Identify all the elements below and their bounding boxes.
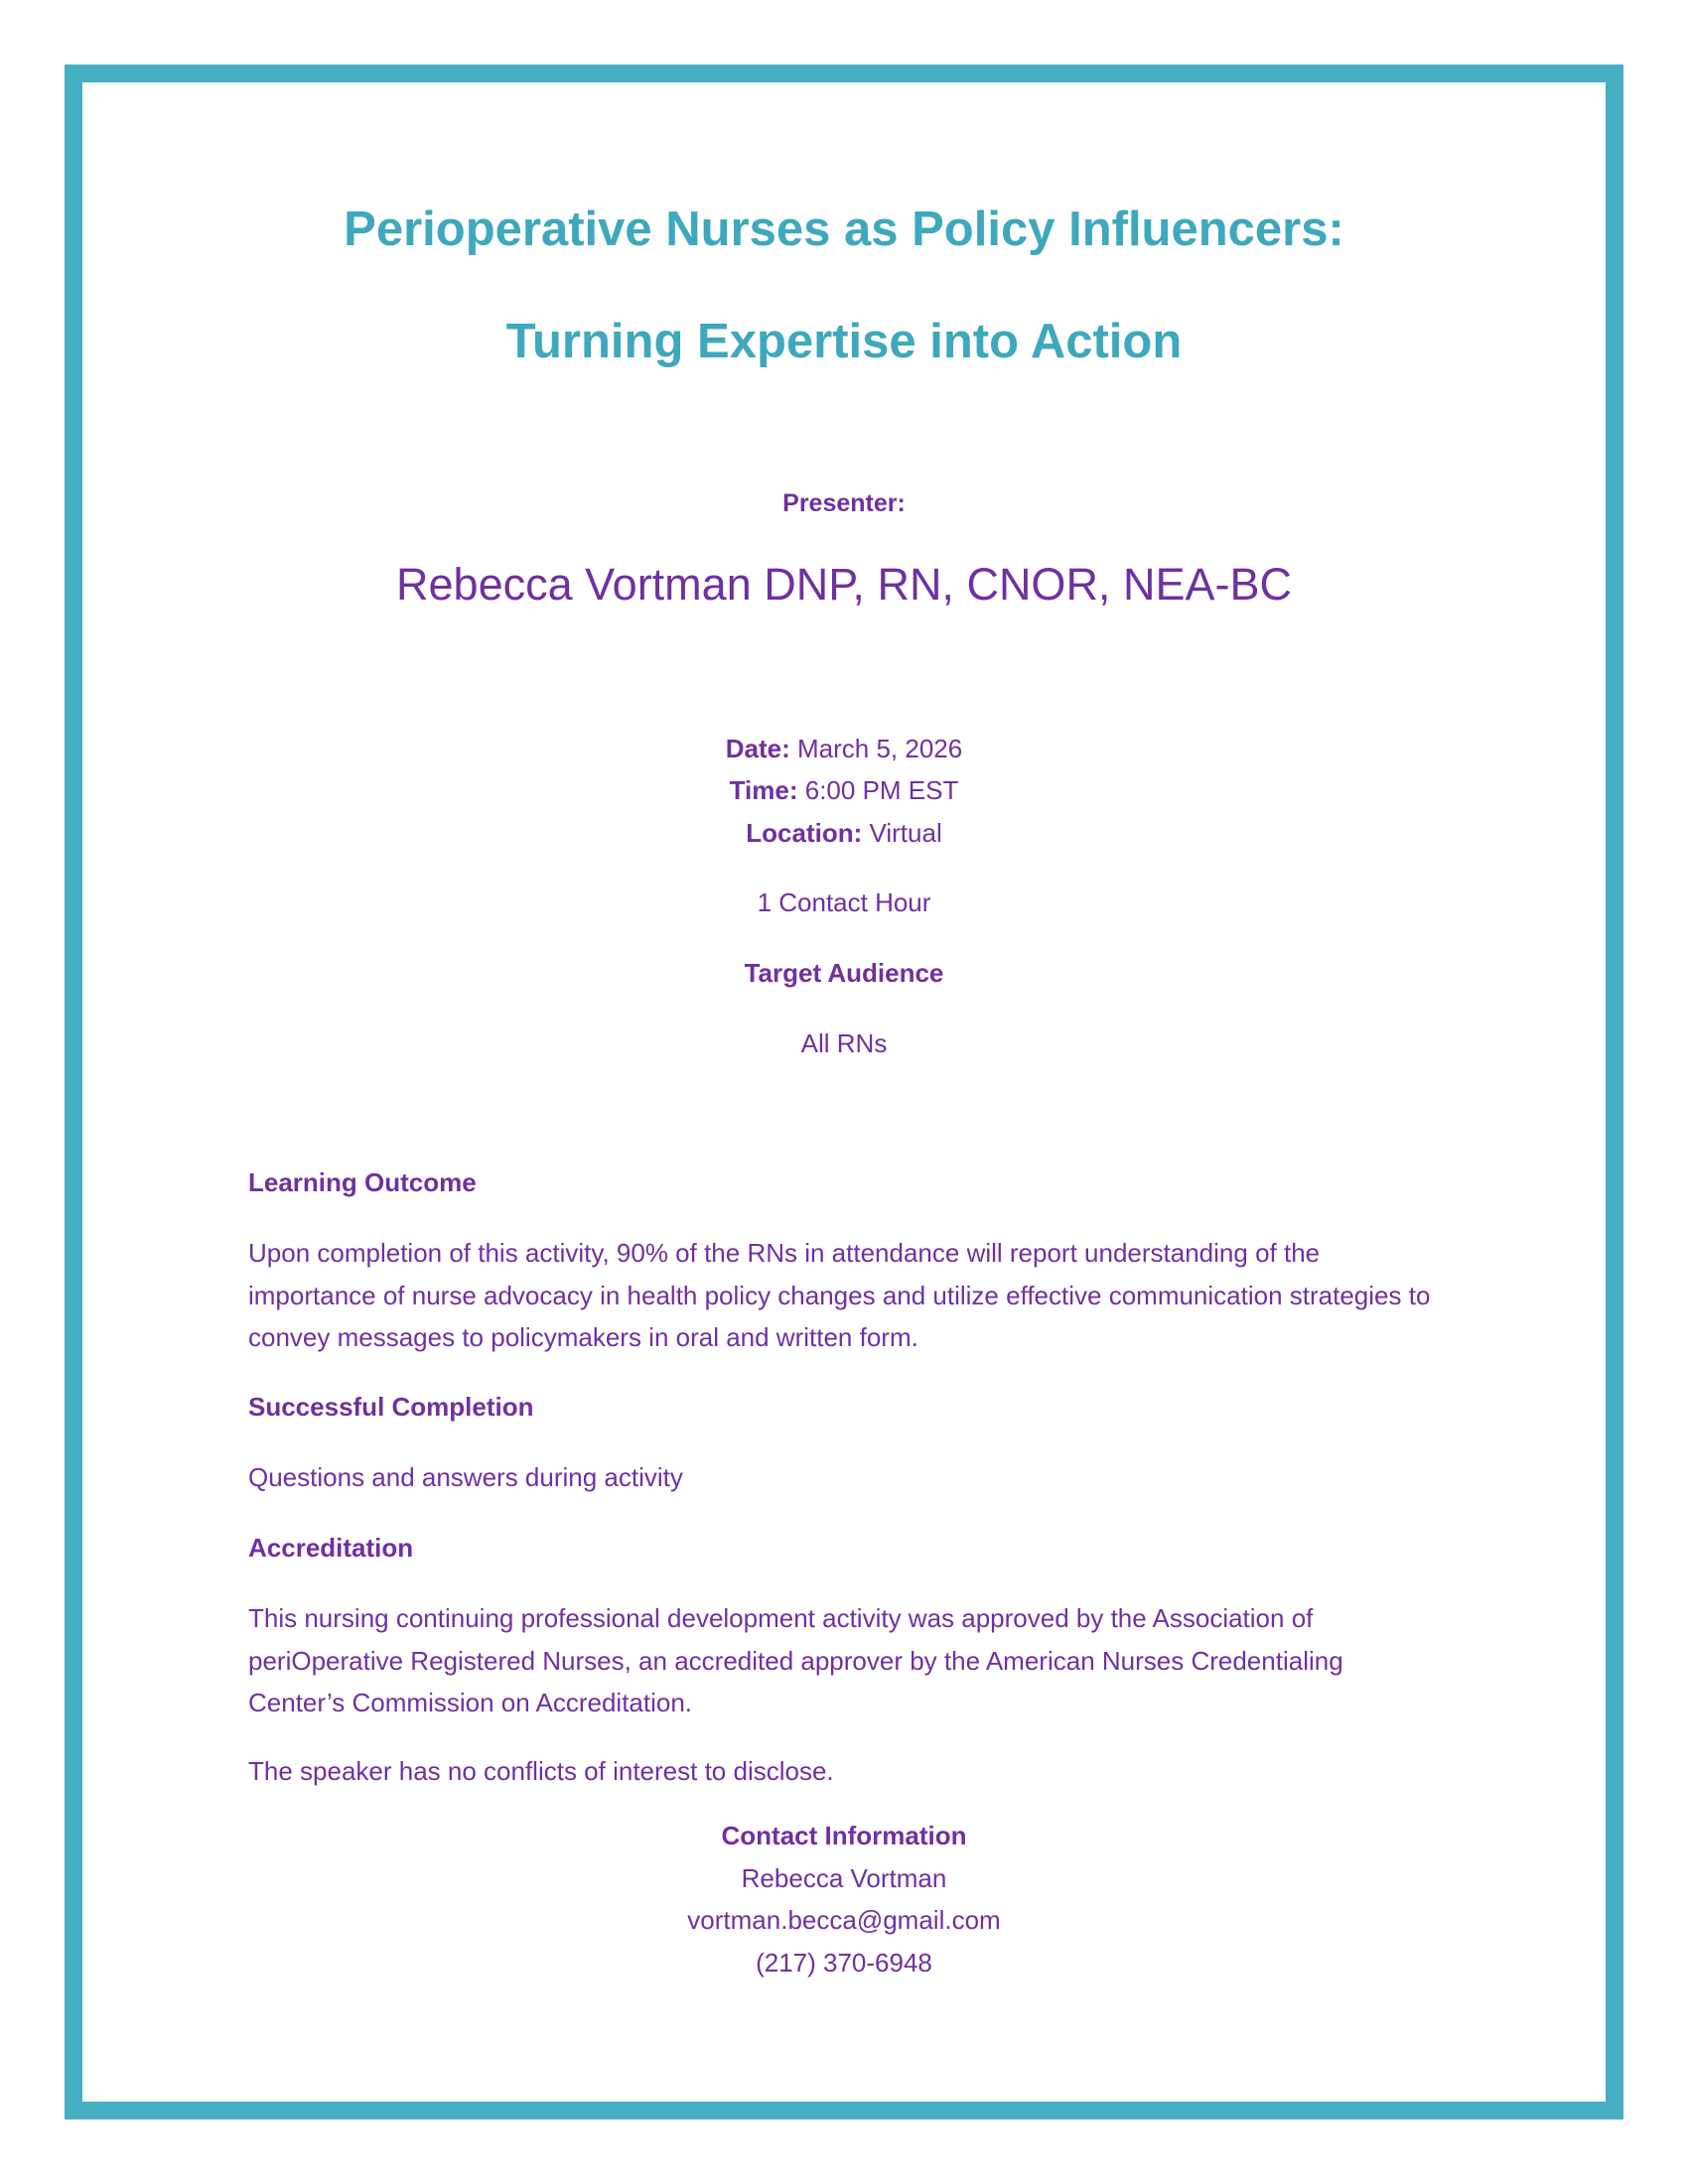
contact-phone: (217) 370-6948	[756, 1948, 932, 1978]
accreditation-text: This nursing continuing professional development activity was approved by the Association of periOperative Registered Nurses, an accredited approver by the American Nurses Credentialing Center’s Commission on Accreditation.	[248, 1603, 1343, 1717]
time-label: Time:	[729, 775, 798, 805]
learning-outcome-text: Upon completion of this activity, 90% of the RNs in attendance will report understanding of the importance of nurse advocacy in health policy changes and utilize effective communication strategies to convey messages to policymakers in oral and written form.	[248, 1238, 1431, 1352]
location-value: Virtual	[862, 818, 942, 848]
presenter-name: Rebecca Vortman DNP, RN, CNOR, NEA-BC	[396, 559, 1292, 610]
contact-email: vortman.becca@gmail.com	[687, 1905, 1001, 1935]
contact-name: Rebecca Vortman	[741, 1863, 947, 1893]
time-value: 6:00 PM EST	[797, 775, 959, 805]
learning-outcome-heading: Learning Outcome	[248, 1167, 477, 1197]
title-line-1: Perioperative Nurses as Policy Influencers:	[344, 203, 1344, 256]
presenter-label: Presenter:	[782, 489, 906, 517]
page-border-frame	[65, 65, 1623, 2119]
time-line	[0, 775, 1688, 806]
successful-completion-text: Questions and answers during activity	[248, 1462, 683, 1492]
contact-heading: Contact Information	[721, 1821, 967, 1850]
contact-hours: 1 Contact Hour	[757, 887, 931, 917]
target-audience-heading: Target Audience	[744, 958, 944, 988]
location-line	[0, 818, 1688, 849]
target-audience-value: All RNs	[800, 1028, 888, 1058]
date-value: March 5, 2026	[789, 734, 963, 763]
location-label: Location:	[746, 818, 863, 848]
accreditation-heading: Accreditation	[248, 1533, 414, 1563]
title-line-2: Turning Expertise into Action	[505, 315, 1183, 368]
date-line	[0, 734, 1688, 764]
successful-completion-heading: Successful Completion	[248, 1392, 534, 1422]
date-label: Date:	[725, 734, 790, 763]
conflicts-statement: The speaker has no conflicts of interest to disclose.	[248, 1756, 834, 1786]
